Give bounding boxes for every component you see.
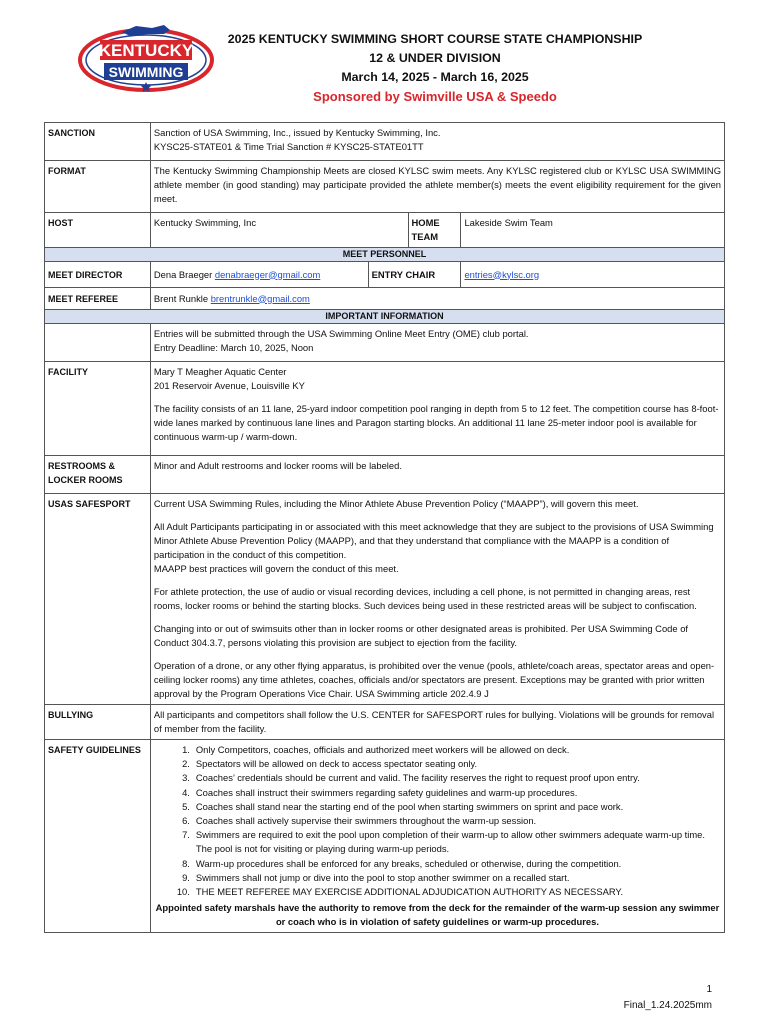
list-item-text: THE MEET REFEREE MAY EXERCISE ADDITIONAL ADJUDICATION AUTHORITY AS NECESSARY. bbox=[195, 886, 624, 898]
list-item-number: 5. bbox=[182, 800, 190, 812]
logo-line1: KENTUCKY bbox=[98, 41, 194, 60]
list-item bbox=[154, 786, 721, 800]
document-version: Final_1.24.2025mm bbox=[623, 1000, 712, 1011]
meet-director-label: MEET DIRECTOR bbox=[45, 262, 151, 288]
list-item-text: Coaches shall instruct their swimmers regarding safety guidelines and warm-up procedures. bbox=[195, 786, 578, 798]
list-item-number: 9. bbox=[182, 871, 190, 883]
list-item-text: Swimmers shall not jump or dive into the pool to stop another swimmer on a recalled start. bbox=[195, 871, 570, 883]
bullying-label: BULLYING bbox=[45, 705, 151, 740]
format-value: The Kentucky Swimming Championship Meets are closed KYLSC swim meets. Any KYLSC registered club or KYLSC USA SWIMMING athlete member (in good standing) may participate provided the athlete member(s) meets the event eligibility requirement for the given meet. bbox=[150, 161, 724, 213]
entries-row bbox=[45, 324, 725, 362]
safesport-label: USAS SAFESPORT bbox=[45, 494, 151, 705]
meet-director-row bbox=[45, 262, 725, 288]
safety-row bbox=[45, 740, 725, 933]
list-item-number: 8. bbox=[182, 857, 190, 869]
safesport-p2b: MAAPP best practices will govern the conduct of this meet. bbox=[153, 563, 399, 574]
meet-director-name: Dena Braeger bbox=[153, 268, 213, 280]
home-team-value: Lakeside Swim Team bbox=[461, 213, 725, 248]
meet-title: 2025 KENTUCKY SWIMMING SHORT COURSE STATE CHAMPIONSHIP bbox=[227, 32, 643, 46]
entries-deadline: Entry Deadline: March 10, 2025, Noon bbox=[153, 342, 314, 353]
list-item bbox=[154, 800, 721, 814]
meet-referee-email-link[interactable]: brentrunkle@gmail.com bbox=[210, 292, 310, 304]
entry-chair-value bbox=[461, 262, 725, 288]
meet-referee-row bbox=[45, 288, 725, 310]
list-item bbox=[154, 743, 721, 757]
sanction-line2: KYSC25-STATE01 & Time Trial Sanction # KYSC25-STATE01TT bbox=[153, 141, 424, 152]
meet-referee-label: MEET REFEREE bbox=[45, 288, 151, 310]
list-item-number: 3. bbox=[182, 772, 190, 784]
list-item bbox=[154, 757, 721, 771]
list-item-text: Coaches shall stand near the starting end of the pool when starting swimmers on sprint and pace work. bbox=[195, 800, 624, 812]
meet-director-value bbox=[150, 262, 368, 288]
meet-personnel-banner bbox=[45, 248, 725, 262]
safesport-p1: Current USA Swimming Rules, including the Minor Athlete Abuse Prevention Policy (“MAAPP”), will govern this meet. bbox=[153, 498, 639, 509]
list-item-text: Coaches shall actively supervise their swimmers throughout the warm-up session. bbox=[195, 815, 537, 827]
list-item bbox=[154, 885, 721, 899]
list-item-number: 6. bbox=[182, 815, 190, 827]
list-item bbox=[154, 871, 721, 885]
host-value: Kentucky Swimming, Inc bbox=[150, 213, 408, 248]
sanction-value bbox=[150, 123, 724, 161]
safesport-value bbox=[150, 494, 724, 705]
bullying-row bbox=[45, 705, 725, 740]
facility-name: Mary T Meagher Aquatic Center bbox=[153, 366, 287, 377]
safety-value bbox=[150, 740, 724, 933]
page-footer bbox=[624, 982, 712, 1014]
meet-referee-name: Brent Runkle bbox=[153, 292, 209, 304]
entries-line1: Entries will be submitted through the USA Swimming Online Meet Entry (OME) club portal. bbox=[153, 328, 529, 339]
bullying-value: All participants and competitors shall follow the U.S. CENTER for SAFESPORT rules for bullying. Violations will be grounds for removal of member from the facility. bbox=[150, 705, 724, 740]
list-item bbox=[154, 771, 721, 785]
meet-personnel-heading: MEET PERSONNEL bbox=[45, 248, 725, 262]
safety-marshal-note: Appointed safety marshals have the authority to remove from the deck for the remainder of the warm-up session any swimmer or coach who is in violation of safety guidelines or warm-up procedures. bbox=[155, 902, 720, 928]
facility-address: 201 Reservoir Avenue, Louisville KY bbox=[153, 380, 305, 391]
facility-label: FACILITY bbox=[45, 362, 151, 456]
sanction-line1: Sanction of USA Swimming, Inc., issued by Kentucky Swimming, Inc. bbox=[153, 127, 441, 138]
page-number: 1 bbox=[706, 984, 712, 995]
important-info-banner bbox=[45, 310, 725, 324]
list-item-number: 1. bbox=[182, 744, 190, 755]
entries-value bbox=[150, 324, 724, 362]
list-item-number: 10. bbox=[176, 886, 190, 898]
restrooms-row bbox=[45, 456, 725, 494]
meet-director-email-link[interactable]: denabraeger@gmail.com bbox=[214, 268, 321, 280]
restrooms-value: Minor and Adult restrooms and locker rooms will be labeled. bbox=[150, 456, 724, 494]
sanction-label: SANCTION bbox=[45, 123, 151, 161]
host-row bbox=[45, 213, 725, 248]
meet-dates: March 14, 2025 - March 16, 2025 bbox=[341, 70, 529, 84]
list-item bbox=[154, 828, 721, 856]
meet-referee-value bbox=[150, 288, 724, 310]
important-info-heading: IMPORTANT INFORMATION bbox=[45, 310, 725, 324]
facility-description: The facility consists of an 11 lane, 25-yard indoor competition pool ranging in depth from 5 to 12 feet. The competition course has 8-foot-wide lanes marked by continuous lane lines and Paragon starting blocks. An additional 11 lane 25-meter indoor pool is available for continuous warm-up / warm-down. bbox=[153, 403, 719, 442]
sanction-row bbox=[45, 123, 725, 161]
safesport-p5: Operation of a drone, or any other flying apparatus, is prohibited over the venue (pools, athlete/coach areas, spectator areas and open-ceiling locker rooms) any time athletes, coaches, officials and/or spectators are present. Exceptions may be granted with prior written approval by the Program Operations Vice Chair. USA Swimming article 202.4.9 J bbox=[153, 660, 715, 699]
list-item-text: Swimmers are required to exit the pool upon completion of their warm-up to allow other swimmers adequate warm-up time. The pool is not for visiting or playing during warm-up periods. bbox=[195, 829, 705, 855]
list-item-number: 7. bbox=[182, 829, 190, 841]
format-label: FORMAT bbox=[45, 161, 151, 213]
entry-chair-label: ENTRY CHAIR bbox=[368, 262, 461, 288]
facility-value bbox=[150, 362, 724, 456]
safesport-p2a: All Adult Participants participating in or associated with this meet acknowledge that they are subject to the provisions of USA Swimming Minor Athlete Abuse Prevention Policy (MAAPP), and that they understand that compliance with the MAAPP is a condition of participation in the conduct of this competition. bbox=[153, 521, 714, 560]
format-row bbox=[45, 161, 725, 213]
host-label: HOST bbox=[45, 213, 151, 248]
list-item-text: Spectators will be allowed on deck to access spectator seating only. bbox=[195, 758, 478, 770]
list-item-text: Warm-up procedures shall be enforced for any breaks, scheduled or otherwise, during the competition. bbox=[195, 857, 622, 869]
safety-list bbox=[154, 743, 721, 899]
meet-division: 12 & UNDER DIVISION bbox=[369, 51, 501, 65]
list-item bbox=[154, 814, 721, 828]
list-item-number: 4. bbox=[182, 786, 190, 798]
safety-label: SAFETY GUIDELINES bbox=[45, 740, 151, 933]
meet-info-table bbox=[44, 122, 725, 933]
restrooms-label: RESTROOMS & LOCKER ROOMS bbox=[45, 456, 151, 494]
document-header bbox=[190, 30, 680, 106]
entry-chair-email-link[interactable]: entries@kylsc.org bbox=[464, 268, 540, 280]
facility-row bbox=[45, 362, 725, 456]
meet-sponsor: Sponsored by Swimville USA & Speedo bbox=[313, 89, 557, 104]
safesport-row bbox=[45, 494, 725, 705]
list-item-text: Coaches’ credentials should be current and valid. The facility reserves the right to request proof upon entry. bbox=[195, 772, 640, 784]
list-item-number: 2. bbox=[182, 758, 190, 770]
safesport-p3: For athlete protection, the use of audio or visual recording devices, including a cell phone, is not permitted in changing areas, rest rooms, locker rooms or behind the starting blocks. Such devices being used in these restricted areas will be subject to confiscation. bbox=[153, 586, 697, 611]
list-item-text: Only Competitors, coaches, officials and authorized meet workers will be allowed on deck. bbox=[195, 744, 570, 755]
safesport-p4: Changing into or out of swimsuits other than in locker rooms or other designated areas is prohibited. Per USA Swimming Code of Conduct 304.3.7, persons violating this provision are subject to ejection from the facility. bbox=[153, 623, 689, 648]
entries-label-cell bbox=[45, 324, 151, 362]
home-team-label: HOME TEAM bbox=[408, 213, 461, 248]
logo-line2: SWIMMING bbox=[108, 64, 184, 80]
list-item bbox=[154, 857, 721, 871]
